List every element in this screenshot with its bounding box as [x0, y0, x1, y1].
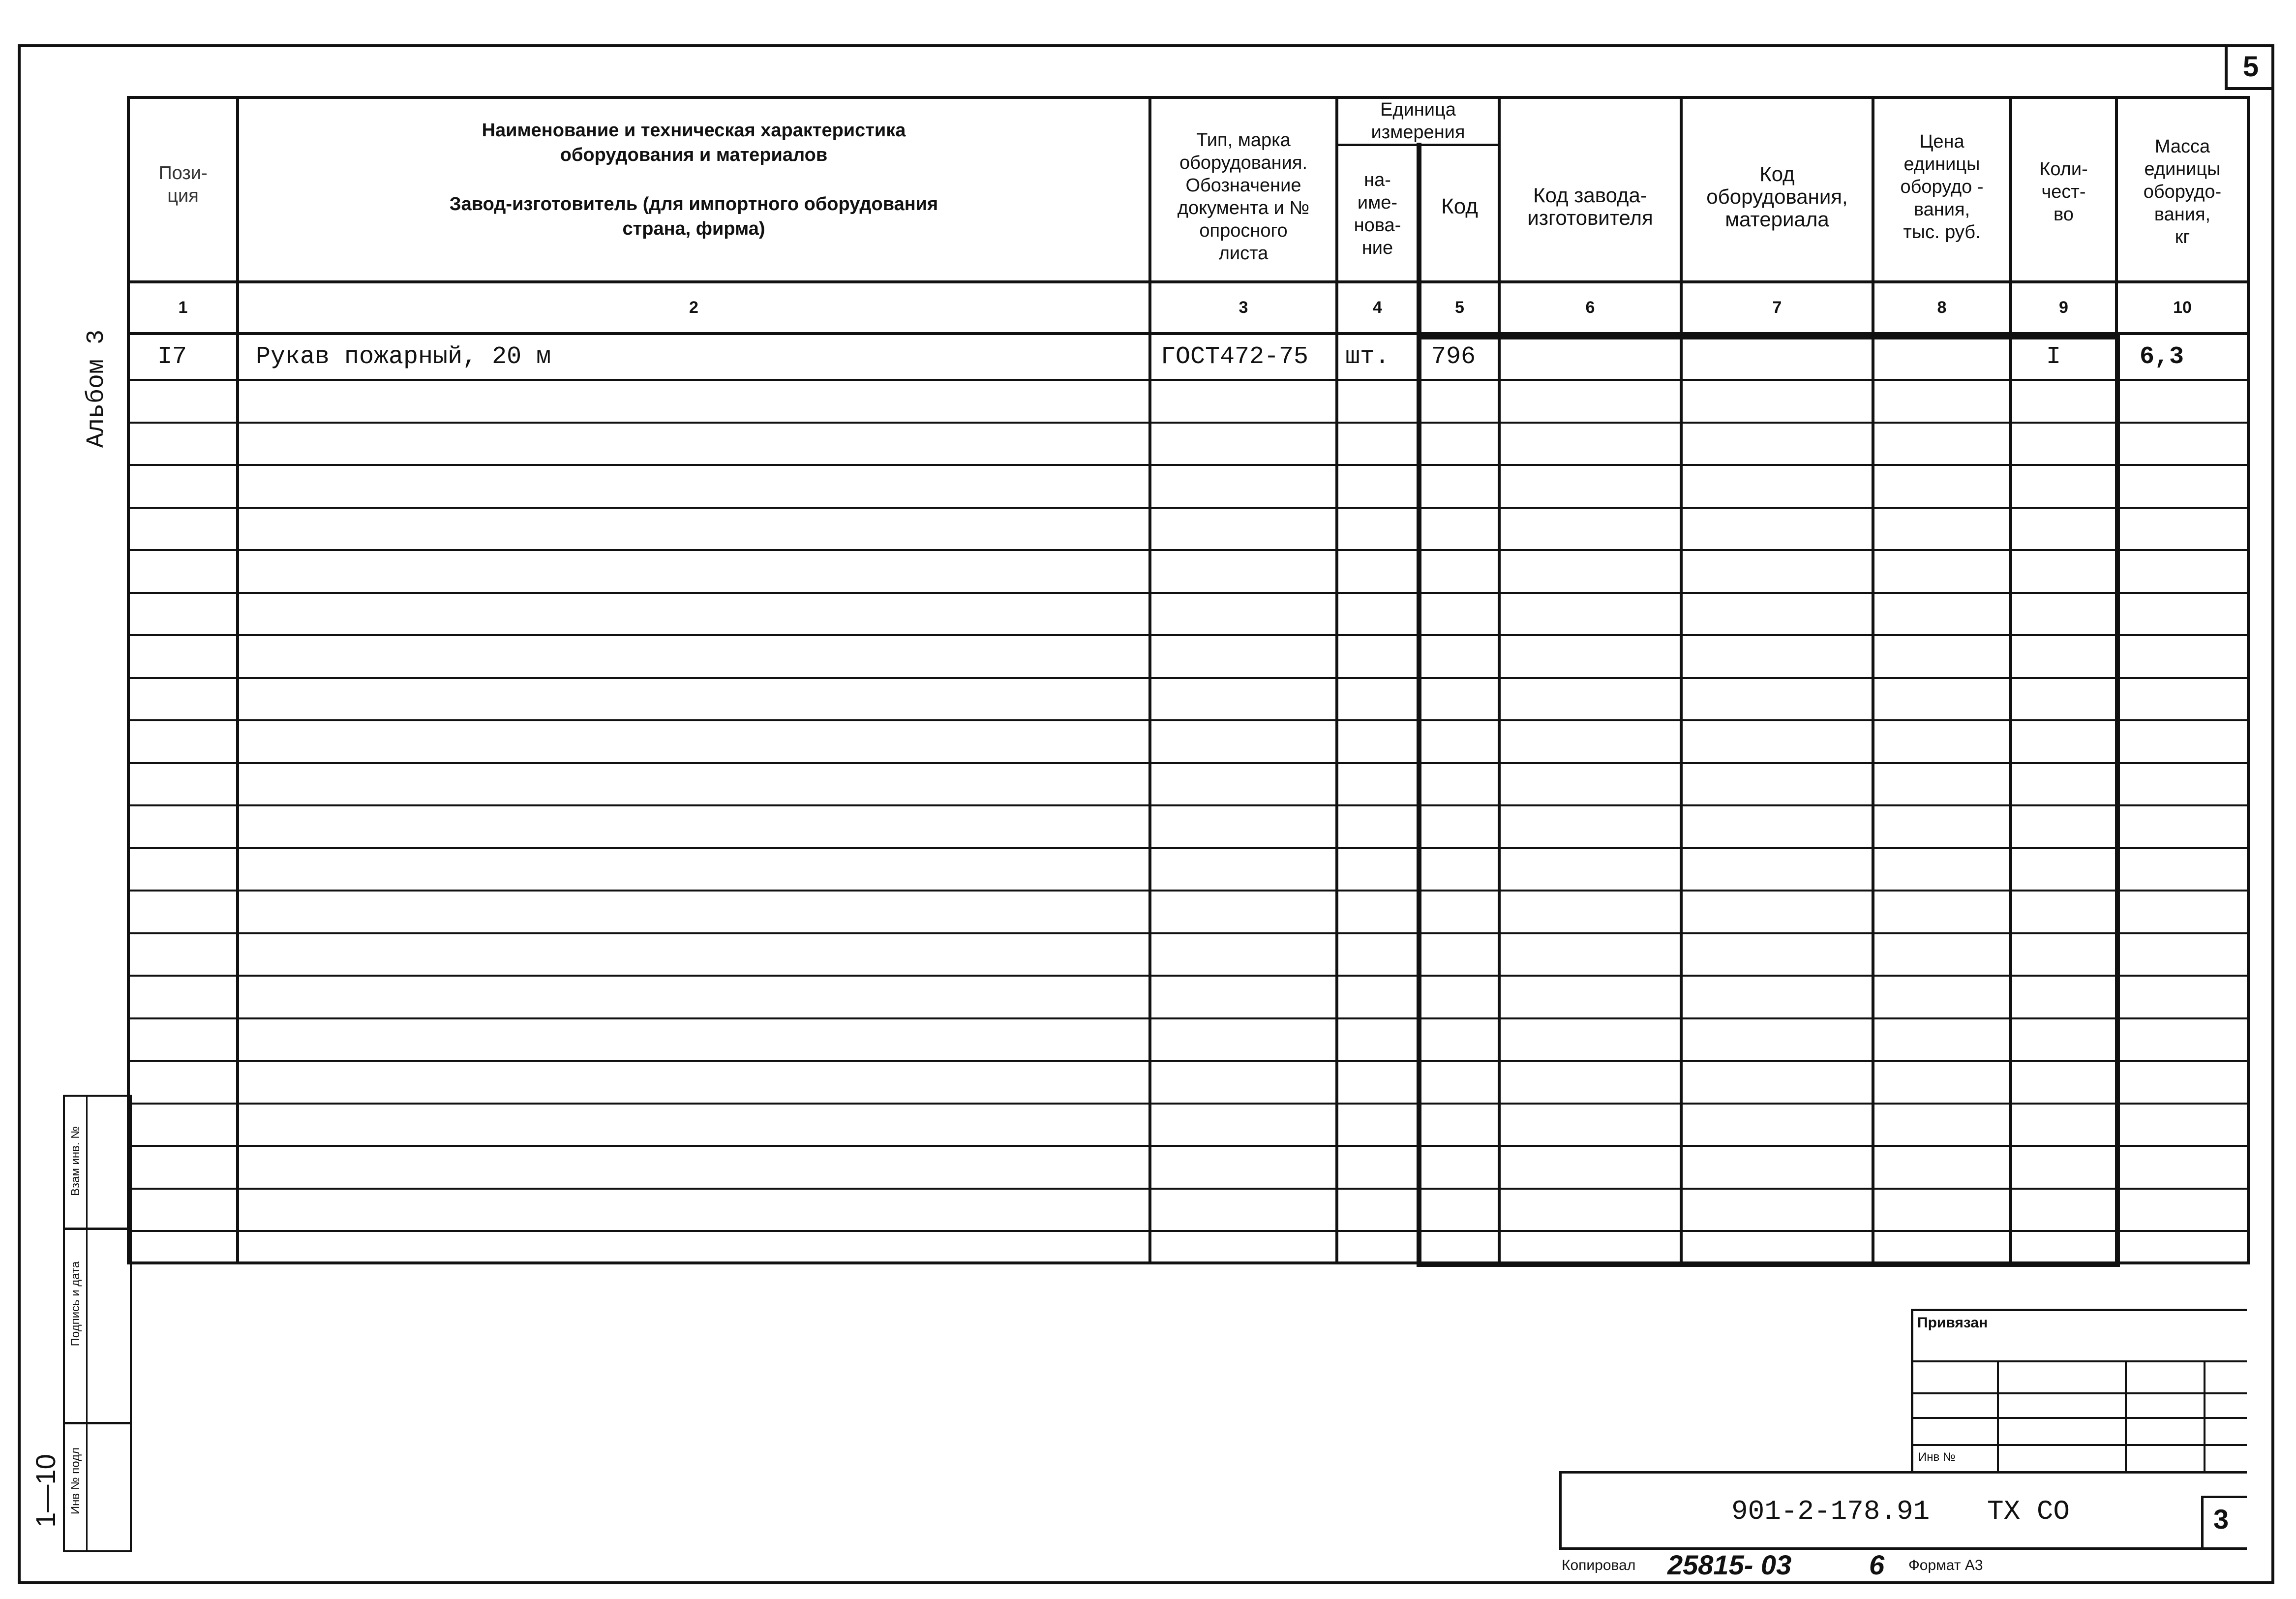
table-row-line	[127, 507, 2247, 509]
stamp-privyazan-label: Привязан	[1917, 1315, 1988, 1331]
row-qty: I	[2046, 342, 2061, 371]
stamp-doc-code: 901-2-178.91	[1731, 1496, 1930, 1527]
col-line-0	[127, 96, 130, 1264]
table-row-line	[127, 422, 2247, 424]
table-row-line	[127, 592, 2247, 594]
header-price: Цена единицы оборудо - вания, тыс. руб.	[1900, 131, 1984, 243]
stamp-sheet-divider	[2201, 1496, 2204, 1550]
table-row-line	[127, 890, 2247, 892]
colnum-10: 10	[2173, 298, 2192, 317]
table-row-line	[127, 847, 2247, 849]
row-name: Рукав пожарный, 20 м	[256, 342, 551, 371]
header-equipment-code: Код оборудования, материала	[1706, 162, 1848, 231]
header-mass: Масса единицы оборудо- вания, кг	[2143, 136, 2222, 247]
sign-date-label: Подпись и дата	[69, 1261, 82, 1347]
stamp-sheet-number: 3	[2213, 1504, 2229, 1535]
table-row-line	[127, 932, 2247, 934]
header-unit-name: на- име- нова- ние	[1354, 170, 1401, 258]
stamp-vline-a	[1997, 1360, 1999, 1471]
stamp-sheet-top	[2201, 1496, 2247, 1498]
header-name-1: Наименование и техническая характеристика	[482, 120, 906, 141]
bold-data-frame	[1417, 335, 2120, 1267]
stamp-doc-mark: ТХ СО	[1987, 1496, 2070, 1527]
table-row-line	[127, 1188, 2247, 1190]
colnum-2: 2	[689, 298, 698, 317]
header-unit-group: Единица измерения	[1371, 99, 1465, 143]
colnum-5: 5	[1455, 298, 1464, 317]
table-row-line	[127, 634, 2247, 636]
table-row-line	[127, 762, 2247, 764]
header-name-2: оборудования и материалов	[560, 145, 828, 165]
table-row-line	[127, 719, 2247, 721]
table-row-line	[127, 1060, 2247, 1062]
colnum-7: 7	[1772, 298, 1782, 317]
table-row-line	[127, 1103, 2247, 1105]
stamp-line-a	[1911, 1360, 2247, 1362]
row-unit-name: шт.	[1345, 342, 1390, 371]
header-name-4: страна, фирма)	[622, 218, 765, 239]
header-unit-code: Код	[1441, 194, 1478, 218]
row-position: I7	[157, 342, 187, 371]
header-type: Тип, марка оборудования. Обозначение документа и № опросного листа	[1177, 130, 1310, 264]
stamp-line-d	[1911, 1444, 2247, 1446]
stamp-inv-label: Инв №	[1918, 1450, 1956, 1464]
col-line-3	[1335, 96, 1338, 1264]
table-row-line	[127, 1145, 2247, 1147]
stamp-privyazan-box	[1911, 1309, 2247, 1471]
colnum-8: 8	[1937, 298, 1947, 317]
row-mass: 6,3	[2140, 342, 2184, 371]
header-name-3: Завод-изготовитель (для импортного оборудования	[449, 194, 938, 215]
table-row-line	[127, 804, 2247, 806]
stamp-vline-c	[2204, 1360, 2205, 1471]
header-position: Пози- ция	[158, 163, 208, 206]
stamp-line-b	[1911, 1392, 2247, 1394]
row-type: ГОСТ472-75	[1161, 342, 1309, 371]
colnum-4: 4	[1373, 298, 1382, 317]
colnum-1: 1	[178, 298, 188, 317]
stamp-line-c	[1911, 1417, 2247, 1419]
col-line-1	[236, 96, 239, 1264]
unit-group-divider	[1335, 144, 1498, 146]
table-row-line	[127, 1017, 2247, 1019]
footer-format: Формат А3	[1908, 1557, 1983, 1573]
page-mark: 1—10	[30, 1454, 61, 1528]
row-unit-code: 796	[1431, 342, 1476, 371]
vzam-inv-label: Взам инв. №	[69, 1126, 82, 1197]
col-line-10	[2247, 96, 2250, 1264]
table-row-line	[127, 379, 2247, 381]
table-row-line	[127, 549, 2247, 551]
table-row-line	[127, 1230, 2247, 1232]
footer-format-number: 6	[1869, 1549, 1885, 1580]
side-inner-line	[86, 1095, 88, 1552]
footer-kopiroval: Копировал	[1562, 1557, 1636, 1573]
table-row-line	[127, 464, 2247, 466]
colnum-6: 6	[1585, 298, 1595, 317]
colnum-3: 3	[1239, 298, 1248, 317]
sheet-number: 5	[2225, 46, 2274, 90]
side-divider-2	[63, 1422, 132, 1424]
stamp-vline-b	[2125, 1360, 2127, 1471]
colnum-9: 9	[2059, 298, 2068, 317]
footer-copy-number: 25815- 03	[1667, 1549, 1792, 1580]
table-row-line	[127, 975, 2247, 977]
inv-podl-label: Инв № подл	[69, 1447, 82, 1515]
header-qty: Коли- чест- во	[2039, 159, 2088, 225]
table-row-line	[127, 677, 2247, 679]
colnum-bottom-line	[127, 332, 2247, 335]
header-factory-code: Код завода- изготовителя	[1527, 184, 1653, 229]
album-label: Альбом 3	[83, 329, 111, 448]
